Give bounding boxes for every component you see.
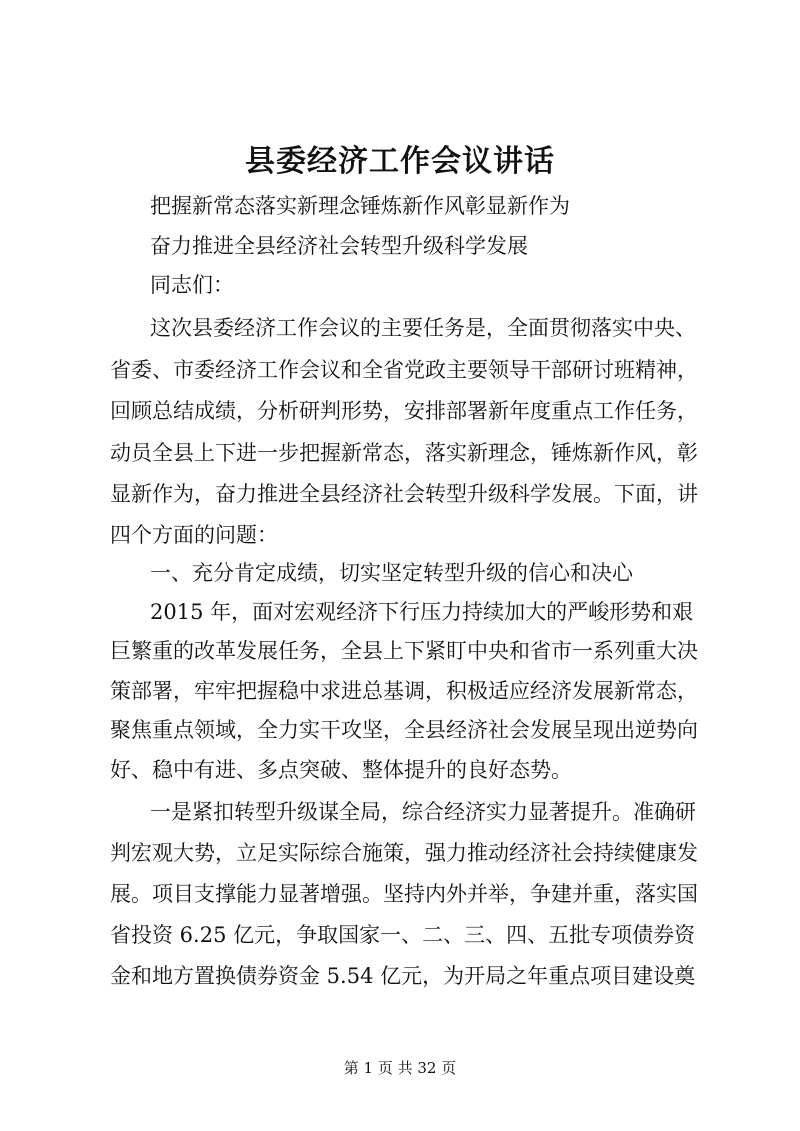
paragraph-3-line: 判宏观大势，立足实际综合施策，强力推动经济社会持续健康发: [110, 841, 698, 865]
subtitle-line-2: 奋力推进全县经济社会转型升级科学发展: [150, 234, 528, 258]
paragraph-1-line: 四个方面的问题：: [110, 523, 278, 547]
paragraph-3-line: 展。项目支撑能力显著增强。坚持内外并举，争建并重，落实国: [110, 882, 698, 906]
paragraph-2-line: 好、稳中有进、多点突破、整体提升的良好态势。: [110, 758, 572, 782]
salutation: 同志们：: [150, 273, 234, 297]
paragraph-2-line: 2015 年，面对宏观经济下行压力持续加大的严峻形势和艰: [150, 600, 694, 624]
paragraph-3-line: 一是紧扣转型升级谋全局，综合经济实力显著提升。准确研: [150, 800, 696, 824]
paragraph-1-line: 回顾总结成绩，分析研判形势，安排部署新年度重点工作任务，: [110, 399, 698, 423]
paragraph-3-line: 金和地方置换债券资金 5.54 亿元，为开局之年重点项目建设奠: [110, 964, 696, 988]
paragraph-2-line: 巨繁重的改革发展任务，全县上下紧盯中央和省市一系列重大决: [110, 639, 698, 663]
page-number-footer: 第 1 页 共 32 页: [343, 1059, 457, 1077]
document-title: 县委经济工作会议讲话: [245, 144, 555, 179]
paragraph-3-line: 省投资 6.25 亿元，争取国家一、二、三、四、五批专项债券资: [110, 923, 696, 947]
section-heading-1: 一、充分肯定成绩，切实坚定转型升级的信心和决心: [150, 561, 633, 585]
paragraph-1-line: 这次县委经济工作会议的主要任务是，全面贯彻落实中央、: [150, 316, 696, 340]
paragraph-2-line: 策部署，牢牢把握稳中求进总基调，积极适应经济发展新常态，: [110, 679, 698, 703]
subtitle-line-1: 把握新常态落实新理念锤炼新作风彰显新作为: [150, 194, 570, 218]
paragraph-1-line: 动员全县上下进一步把握新常态，落实新理念，锤炼新作风，彰: [110, 441, 698, 465]
paragraph-2-line: 聚焦重点领域，全力实干攻坚，全县经济社会发展呈现出逆势向: [110, 718, 698, 742]
paragraph-1-line: 显新作为，奋力推进全县经济社会转型升级科学发展。下面，讲: [110, 482, 698, 506]
paragraph-1-line: 省委、市委经济工作会议和全省党政主要领导干部研讨班精神，: [110, 358, 698, 382]
